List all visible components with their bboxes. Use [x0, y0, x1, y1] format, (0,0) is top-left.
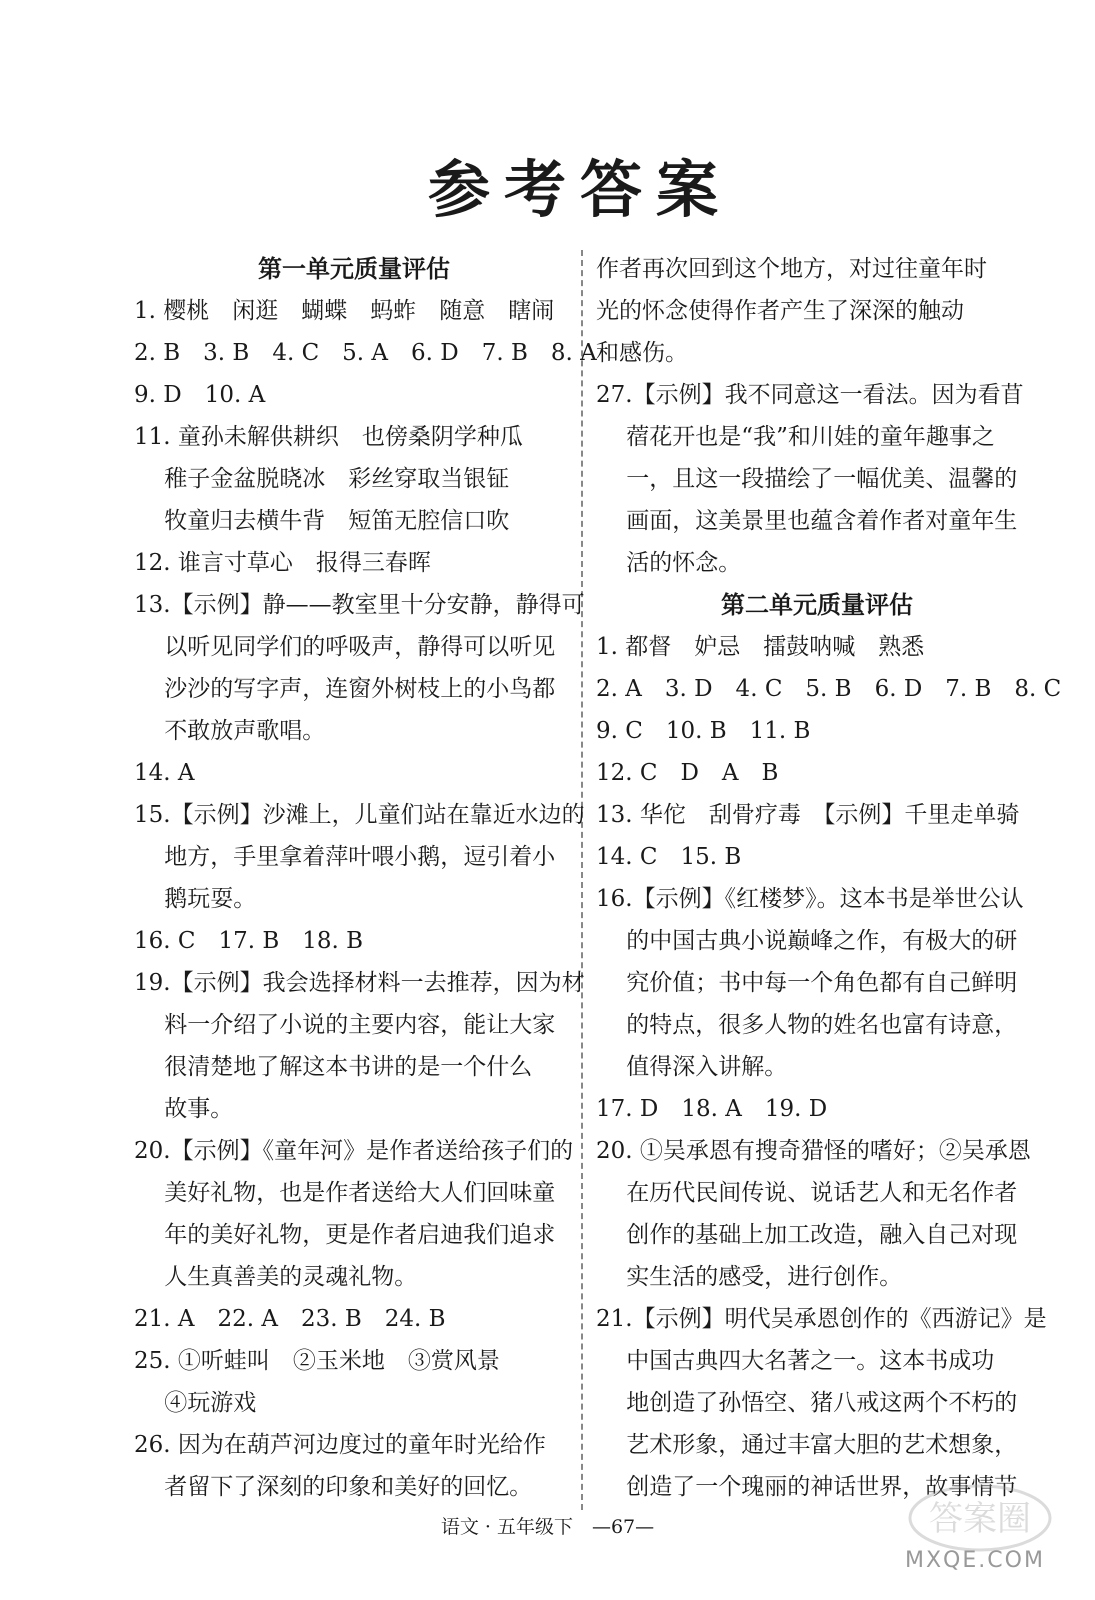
answer-line: 活的怀念。	[596, 550, 742, 576]
answer-line: 16. C 17. B 18. B	[134, 928, 364, 954]
page-title: 参考答案	[427, 153, 732, 226]
answer-line: 17. D 18. A 19. D	[596, 1096, 828, 1122]
left-column	[134, 248, 597, 1508]
answer-line: 年的美好礼物，更是作者启迪我们追求	[134, 1222, 556, 1248]
page-footer: 语文 · 五年级下 —67—	[440, 1516, 655, 1538]
answer-line: 15.【示例】沙滩上，儿童们站在靠近水边的	[134, 802, 585, 828]
answer-line: 创作的基础上加工改造，融入自己对现	[596, 1222, 1018, 1248]
answer-line: 很清楚地了解这本书讲的是一个什么	[134, 1054, 533, 1080]
answer-line: 21. A 22. A 23. B 24. B	[134, 1306, 446, 1332]
answer-line: 14. A	[134, 760, 195, 786]
answer-line: 究价值；书中每一个角色都有自己鲜明	[596, 970, 1018, 996]
answer-line: 的中国古典小说巅峰之作，有极大的研	[596, 928, 1018, 954]
right-continued-answers	[596, 248, 1038, 584]
answer-line: 19.【示例】我会选择材料一去推荐，因为材	[134, 970, 585, 996]
answer-line: 1. 都督 妒忌 擂鼓呐喊 熟悉	[596, 634, 925, 660]
answer-line: 25. ①听蛙叫 ②玉米地 ③赏风景	[134, 1348, 500, 1374]
left-answer-list	[134, 290, 597, 1508]
answer-line: 稚子金盆脱晓冰 彩丝穿取当银钲	[134, 466, 510, 492]
right-column	[596, 248, 1062, 1508]
answer-line: 和感伤。	[596, 340, 688, 366]
answer-line: 14. C 15. B	[596, 844, 742, 870]
answer-line: 20. ①吴承恩有搜奇猎怪的嗜好；②吴承恩	[596, 1138, 1031, 1164]
answer-line: 人生真善美的灵魂礼物。	[134, 1264, 418, 1290]
answer-line: 20.【示例】《童年河》是作者送给孩子们的	[134, 1138, 574, 1164]
answer-line: 不敢放声歌唱。	[134, 718, 326, 744]
answer-line: 地创造了孙悟空、猪八戒这两个不朽的	[596, 1390, 1018, 1416]
right-answer-list	[596, 626, 1062, 1508]
answer-line: 12. 谁言寸草心 报得三春晖	[134, 550, 431, 576]
answer-line: 画面，这美景里也蕴含着作者对童年生	[596, 508, 1018, 534]
column-divider	[581, 250, 583, 1510]
answer-line: 沙沙的写字声，连窗外树枝上的小鸟都	[134, 676, 556, 702]
answer-line: 9. C 10. B 11. B	[596, 718, 811, 744]
answer-line: 艺术形象，通过丰富大胆的艺术想象，	[596, 1432, 1018, 1458]
answer-line: 料一介绍了小说的主要内容，能让大家	[134, 1012, 556, 1038]
answer-line: 13. 华佗 刮骨疗毒 【示例】千里走单骑	[596, 802, 1020, 828]
answer-line: 在历代民间传说、说话艺人和无名作者	[596, 1180, 1018, 1206]
answer-line: 牧童归去横牛背 短笛无腔信口吹	[134, 508, 510, 534]
section-heading-unit-2: 第二单元质量评估	[721, 591, 913, 619]
answer-line: 2. A 3. D 4. C 5. B 6. D 7. B 8. C	[596, 676, 1062, 702]
answer-line: 11. 童孙未解供耕织 也傍桑阴学种瓜	[134, 424, 523, 450]
answer-line: 地方，手里拿着萍叶喂小鹅，逗引着小	[134, 844, 556, 870]
watermark-logo-icon	[905, 1478, 1055, 1558]
answer-line: 鹅玩耍。	[134, 886, 257, 912]
watermark-logo-text: 答案圈	[929, 1499, 1031, 1539]
answer-line: 13.【示例】静——教室里十分安静，静得可	[134, 592, 585, 618]
answer-line: 实生活的感受，进行创作。	[596, 1264, 903, 1290]
answer-line: 创造了一个瑰丽的神话世界，故事情节	[596, 1474, 1018, 1500]
answer-line: 者留下了深刻的印象和美好的回忆。	[134, 1474, 533, 1500]
answer-line: 以听见同学们的呼吸声，静得可以听见	[134, 634, 556, 660]
answer-line: 值得深入讲解。	[596, 1054, 788, 1080]
answer-line: 9. D 10. A	[134, 382, 266, 408]
answer-line: 27.【示例】我不同意这一看法。因为看苜	[596, 382, 1024, 408]
answer-line: 一，且这一段描绘了一幅优美、温馨的	[596, 466, 1018, 492]
answer-line: 2. B 3. B 4. C 5. A 6. D 7. B 8. A	[134, 340, 597, 366]
answer-line: ④玩游戏	[134, 1390, 257, 1416]
answer-line: 美好礼物，也是作者送给大人们回味童	[134, 1180, 556, 1206]
answer-line: 1. 樱桃 闲逛 蝴蝶 蚂蚱 随意 瞎闹	[134, 298, 555, 324]
answer-line: 作者再次回到这个地方，对过往童年时	[596, 256, 987, 282]
answer-line: 26. 因为在葫芦河边度过的童年时光给作	[134, 1432, 546, 1458]
answer-line: 12. C D A B	[596, 760, 779, 786]
watermark-text: MXQE.COM	[905, 1548, 1045, 1573]
answer-line: 中国古典四大名著之一。这本书成功	[596, 1348, 995, 1374]
answer-line: 的特点，很多人物的姓名也富有诗意，	[596, 1012, 1018, 1038]
answer-line: 光的怀念使得作者产生了深深的触动	[596, 298, 964, 324]
answer-line: 16.【示例】《红楼梦》。这本书是举世公认	[596, 886, 1024, 912]
answer-line: 蓿花开也是“我”和川娃的童年趣事之	[596, 424, 995, 450]
answer-line: 故事。	[134, 1096, 234, 1122]
section-heading-unit-1: 第一单元质量评估	[258, 255, 450, 283]
answer-line: 21.【示例】明代吴承恩创作的《西游记》是	[596, 1306, 1047, 1332]
